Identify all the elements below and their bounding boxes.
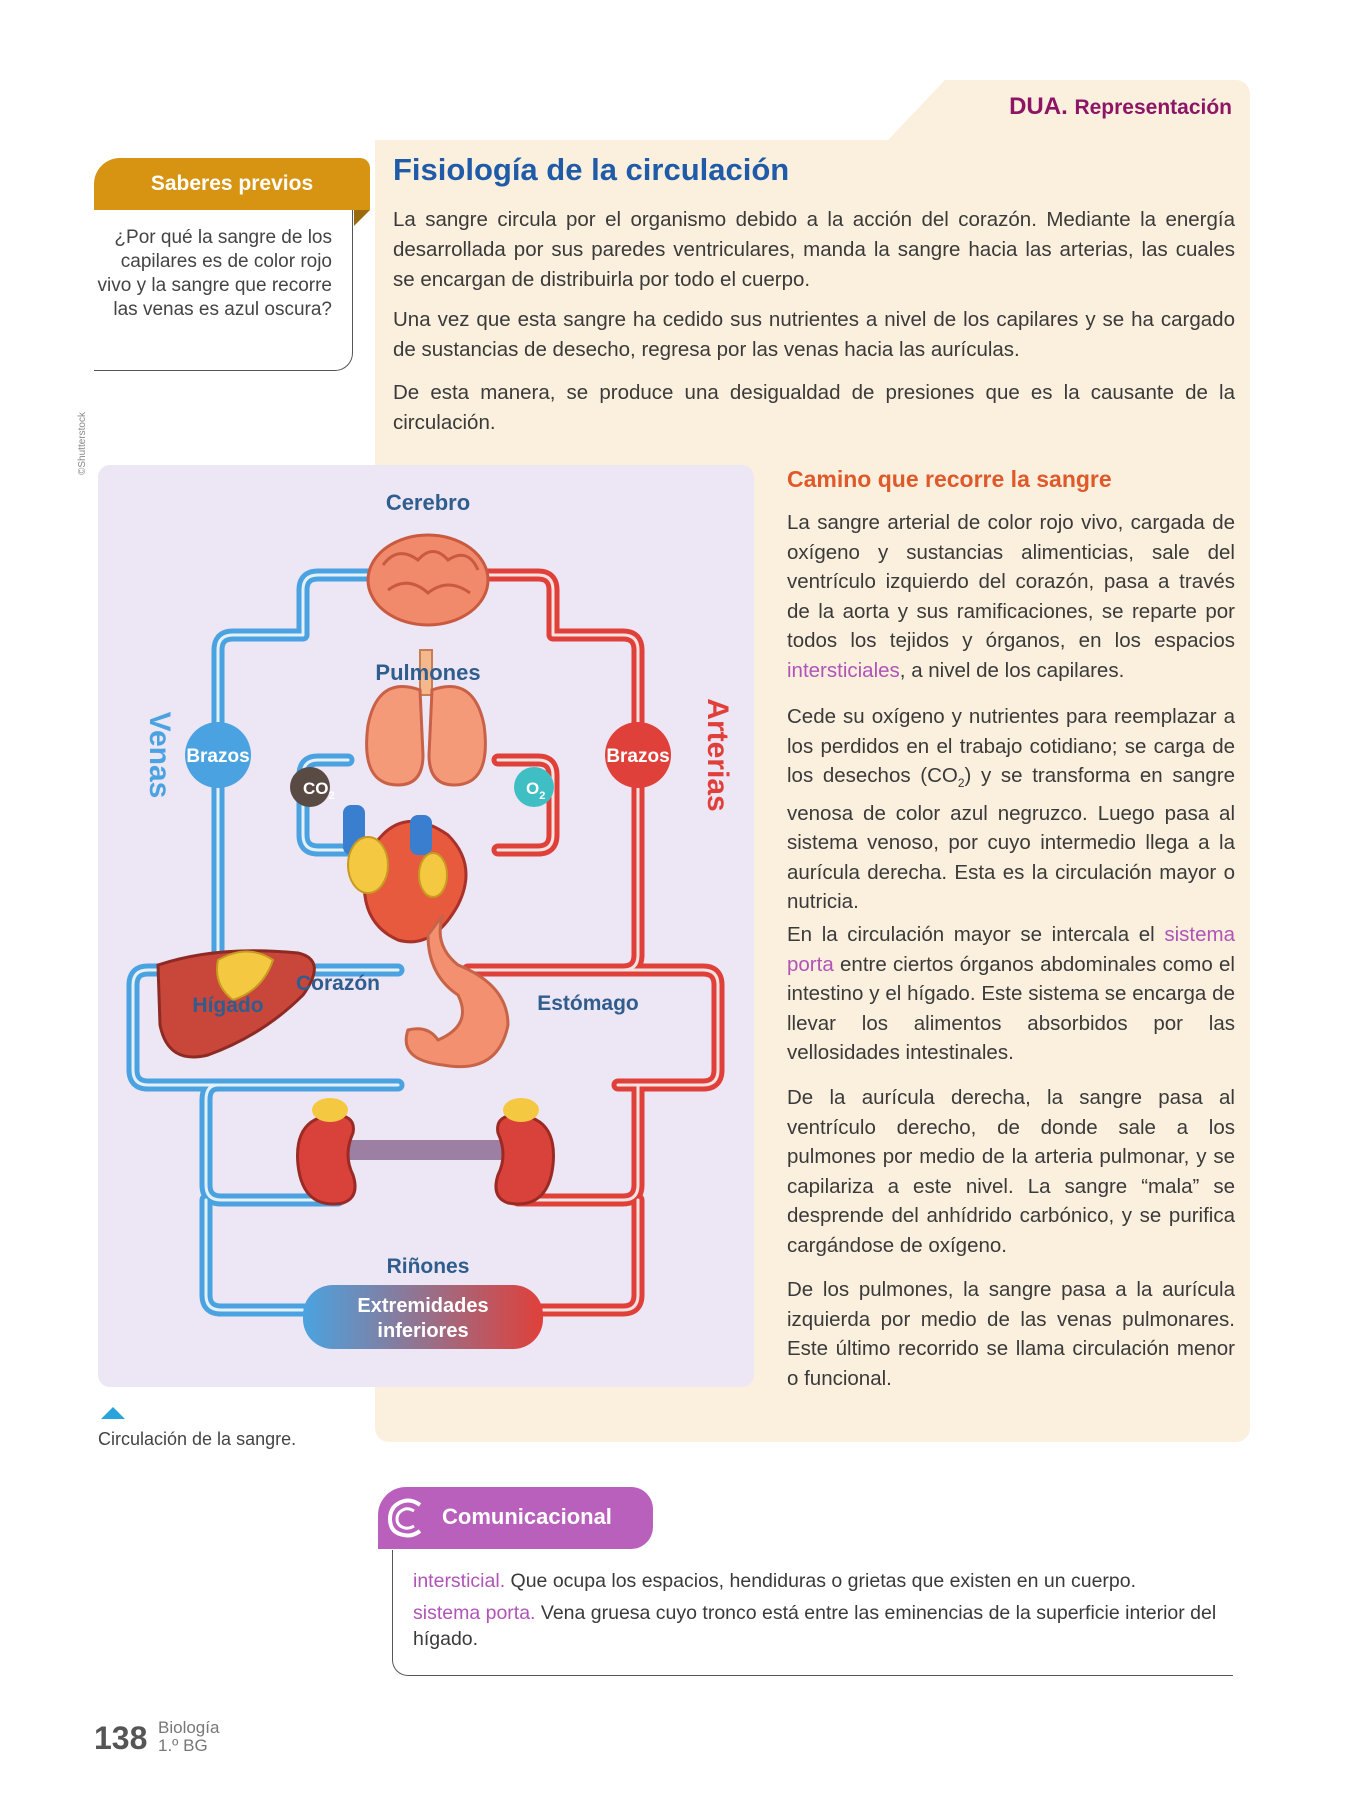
- comunicacional-tab: [378, 1487, 653, 1549]
- label-venas: Venas: [143, 711, 176, 799]
- label-estomago: Estómago: [537, 992, 639, 1015]
- right-paragraph-3: En la circulación mayor se intercala el sistema porta entre ciertos órganos abdominales como el intestino y el hígado. Este sistema se encarga de llevar los alimentos absorbidos por las vellosidades intestinales.: [787, 923, 1235, 1064]
- dua-bold: DUA.: [1009, 93, 1068, 120]
- comunicacional-label: Comunicacional: [442, 1504, 612, 1529]
- keyword-intersticiales: intersticiales: [787, 658, 900, 682]
- heart-icon: [343, 805, 466, 942]
- right-paragraph-1: La sangre arterial de color rojo vivo, cargada de oxígeno y sustancias alimenticias, sale del ventrículo izquierdo del corazón, pasa a través de la aorta y sus ramificaciones, se reparte por todos los tejidos y órganos, en los espacios intersticiales, a nivel de los capilares.: [787, 511, 1235, 682]
- label-o2: $O_2$: [526, 779, 546, 802]
- label-extremidades-1: Extremidades: [357, 1295, 489, 1317]
- panel-notch: [375, 80, 945, 140]
- intro-paragraph-3: De esta manera, se produce una desigualdad de presiones que es la causante de la circulación.: [393, 381, 1235, 434]
- label-brazos-arterias: Brazos: [606, 746, 670, 767]
- circulation-diagram: [98, 465, 754, 1387]
- figure-caption: Circulación de la sangre.: [98, 1429, 297, 1449]
- intro-paragraph-2: Una vez que esta sangre ha cedido sus nutrientes a nivel de los capilares y se ha cargado de sustancias de desecho, regresa por las venas hacia las aurículas.: [393, 308, 1235, 361]
- saberes-fold: [354, 210, 370, 226]
- dua-representacion: Representación: [1074, 96, 1232, 119]
- section-title: Camino que recorre la sangre: [787, 466, 1112, 492]
- dua-label: [1009, 93, 1232, 121]
- label-co2: $CO_2$: [303, 779, 335, 802]
- label-brazos-venas: Brazos: [186, 746, 250, 767]
- kidneys-icon: [298, 1098, 554, 1204]
- label-corazon: Corazón: [296, 972, 380, 995]
- label-extremidades-2: inferiores: [377, 1320, 469, 1342]
- page-number: 138: [94, 1720, 148, 1756]
- page-title: Fisiología de la circulación: [393, 152, 790, 187]
- saberes-previos-tab: Saberes previos: [94, 158, 370, 210]
- label-pulmones: Pulmones: [375, 660, 481, 685]
- right-paragraph-2: Cede su oxígeno y nutrientes para reemplazar a los perdidos en el trabajo cotidiano; se carga de los desechos $(CO_2)$ y se transforma en sangre venosa de color azul negruzco. Luego pasa al sistema venoso, por cuyo intermedio llega a la aurícula derecha. Esta es la circulación mayor o nutricia.: [787, 705, 1235, 914]
- saberes-previos-box: [94, 210, 353, 371]
- intro-paragraph-1: La sangre circula por el organismo debido a la acción del corazón. Mediante la energía desarrollada por sus paredes ventriculares, manda la sangre hacia las arterias, las cuales se encargan de distribuirla por todo el cuerpo.: [393, 208, 1235, 291]
- label-arterias: Arterias: [701, 698, 734, 812]
- brain-icon: [368, 535, 488, 625]
- saberes-question: ¿Por qué la sangre de los capilares es de color rojo vivo y la sangre que recorre las venas es azul oscura?: [97, 227, 332, 320]
- keyword-sistema-porta: sistema porta: [787, 923, 1235, 976]
- right-paragraph-4: De la aurícula derecha, la sangre pasa al ventrículo derecho, de donde sale a los pulmones por medio de la arteria pulmonar, y se capilariza a este nivel. La sangre “mala” se desprende del anhídrido carbónico, y se purifica cargándose de oxígeno.: [787, 1086, 1235, 1257]
- label-cerebro: Cerebro: [385, 490, 471, 515]
- right-paragraph-5: De los pulmones, la sangre pasa a la aurícula izquierda por medio de las venas pulmonares. Este último recorrido se llama circulación menor o funcional.: [787, 1278, 1235, 1390]
- c-letter-icon: [384, 1495, 430, 1541]
- label-rinones: Riñones: [386, 1255, 470, 1278]
- footer-subject: Biología 1.º BG: [158, 1718, 220, 1755]
- image-credit: ©Shutterstock: [77, 412, 88, 475]
- circulation-svg: [98, 465, 754, 1387]
- glossary-entry-sistema-porta: sistema porta. Vena gruesa cuyo tronco está entre las eminencias de la superficie interior del hígado.: [413, 1602, 1217, 1650]
- caption-triangle-icon: [101, 1407, 125, 1419]
- label-higado: Hígado: [192, 994, 264, 1017]
- glossary-entry-intersticial: intersticial. Que ocupa los espacios, hendiduras o grietas que existen en un cuerpo.: [413, 1570, 1137, 1592]
